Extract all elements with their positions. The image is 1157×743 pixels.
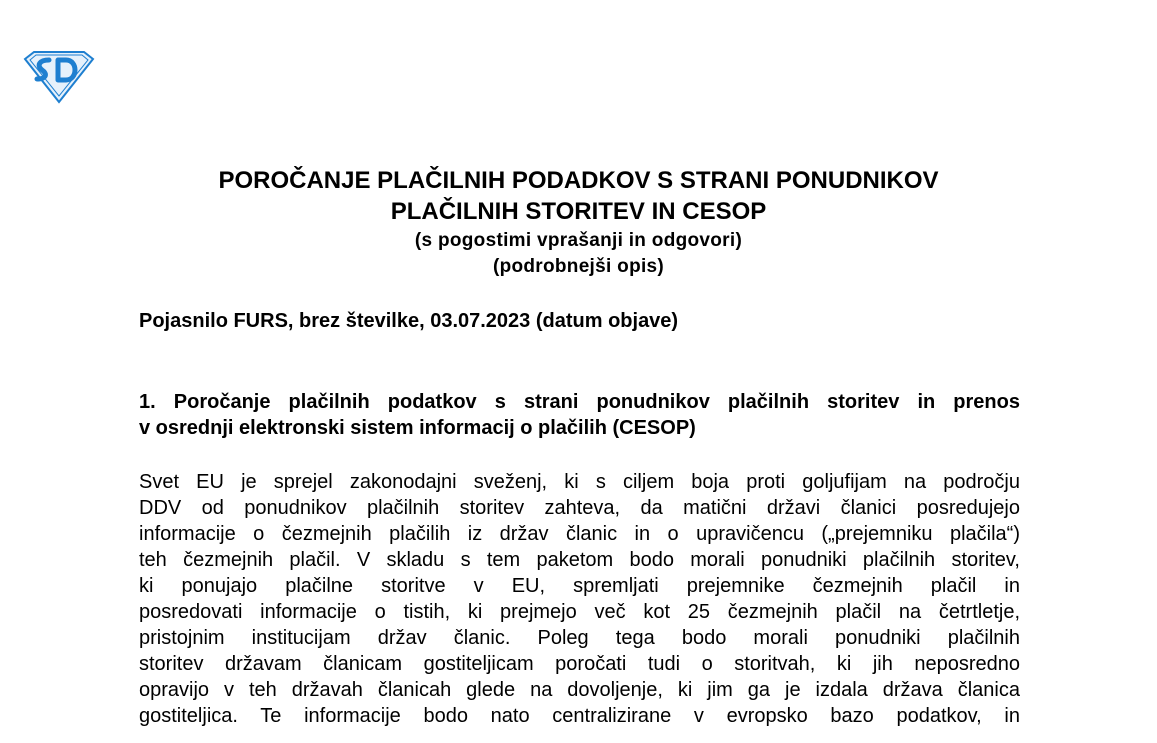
paragraph-line: Svet EU je sprejel zakonodajni sveženj, ki s ciljem boja proti goljufijam na področju [139, 471, 1020, 493]
body-paragraph [139, 469, 1020, 729]
document-subtitle-line1: (s pogostimi vprašanji in odgovori) [414, 230, 743, 251]
document-title-line1: POROČANJE PLAČILNIH PODADKOV S STRANI PONUDNIKOV [218, 167, 939, 194]
reference-line: Pojasnilo FURS, brez številke, 03.07.2023 (datum objave) [139, 310, 679, 332]
paragraph-line: DDV od ponudnikov plačilnih storitev zahteva, da matični državi članici posredujejo [139, 497, 1020, 519]
paragraph-line: teh čezmejnih plačil. V skladu s tem paketom bodo morali ponudniki plačilnih storitev, [139, 549, 1020, 571]
paragraph-line: informacije o čezmejnih plačilih iz držav članic in o upravičencu („prejemniku plačila“) [139, 523, 1020, 545]
paragraph-line: ki ponujajo plačilne storitve v EU, spremljati prejemnike čezmejnih plačil in [139, 575, 1020, 597]
section-heading-line1: 1. Poročanje plačilnih podatkov s strani ponudnikov plačilnih storitev in prenos [139, 391, 1020, 413]
paragraph-line: posredovati informacije o tistih, ki prejmejo več kot 25 čezmejnih plačil na četrtletje, [139, 601, 1020, 623]
paragraph-line: gostiteljica. Te informacije bodo nato centralizirane v evropsko bazo podatkov, in [139, 705, 1020, 727]
section-heading-line2: v osrednji elektronski sistem informacij o plačilih (CESOP) [139, 417, 696, 439]
company-logo-icon [22, 50, 96, 104]
paragraph-line: pristojnim institucijam držav članic. Poleg tega bodo morali ponudniki plačilnih [139, 627, 1020, 649]
paragraph-line: opravijo v teh državah članicah glede na dovoljenje, ki jim ga je izdala država članica [139, 679, 1020, 701]
document-subtitle-line2: (podrobnejši opis) [492, 256, 665, 277]
document-title-line2: PLAČILNIH STORITEV IN CESOP [390, 198, 767, 225]
paragraph-line: storitev državam članicam gostiteljicam poročati tudi o storitvah, ki jih neposredno [139, 653, 1020, 675]
